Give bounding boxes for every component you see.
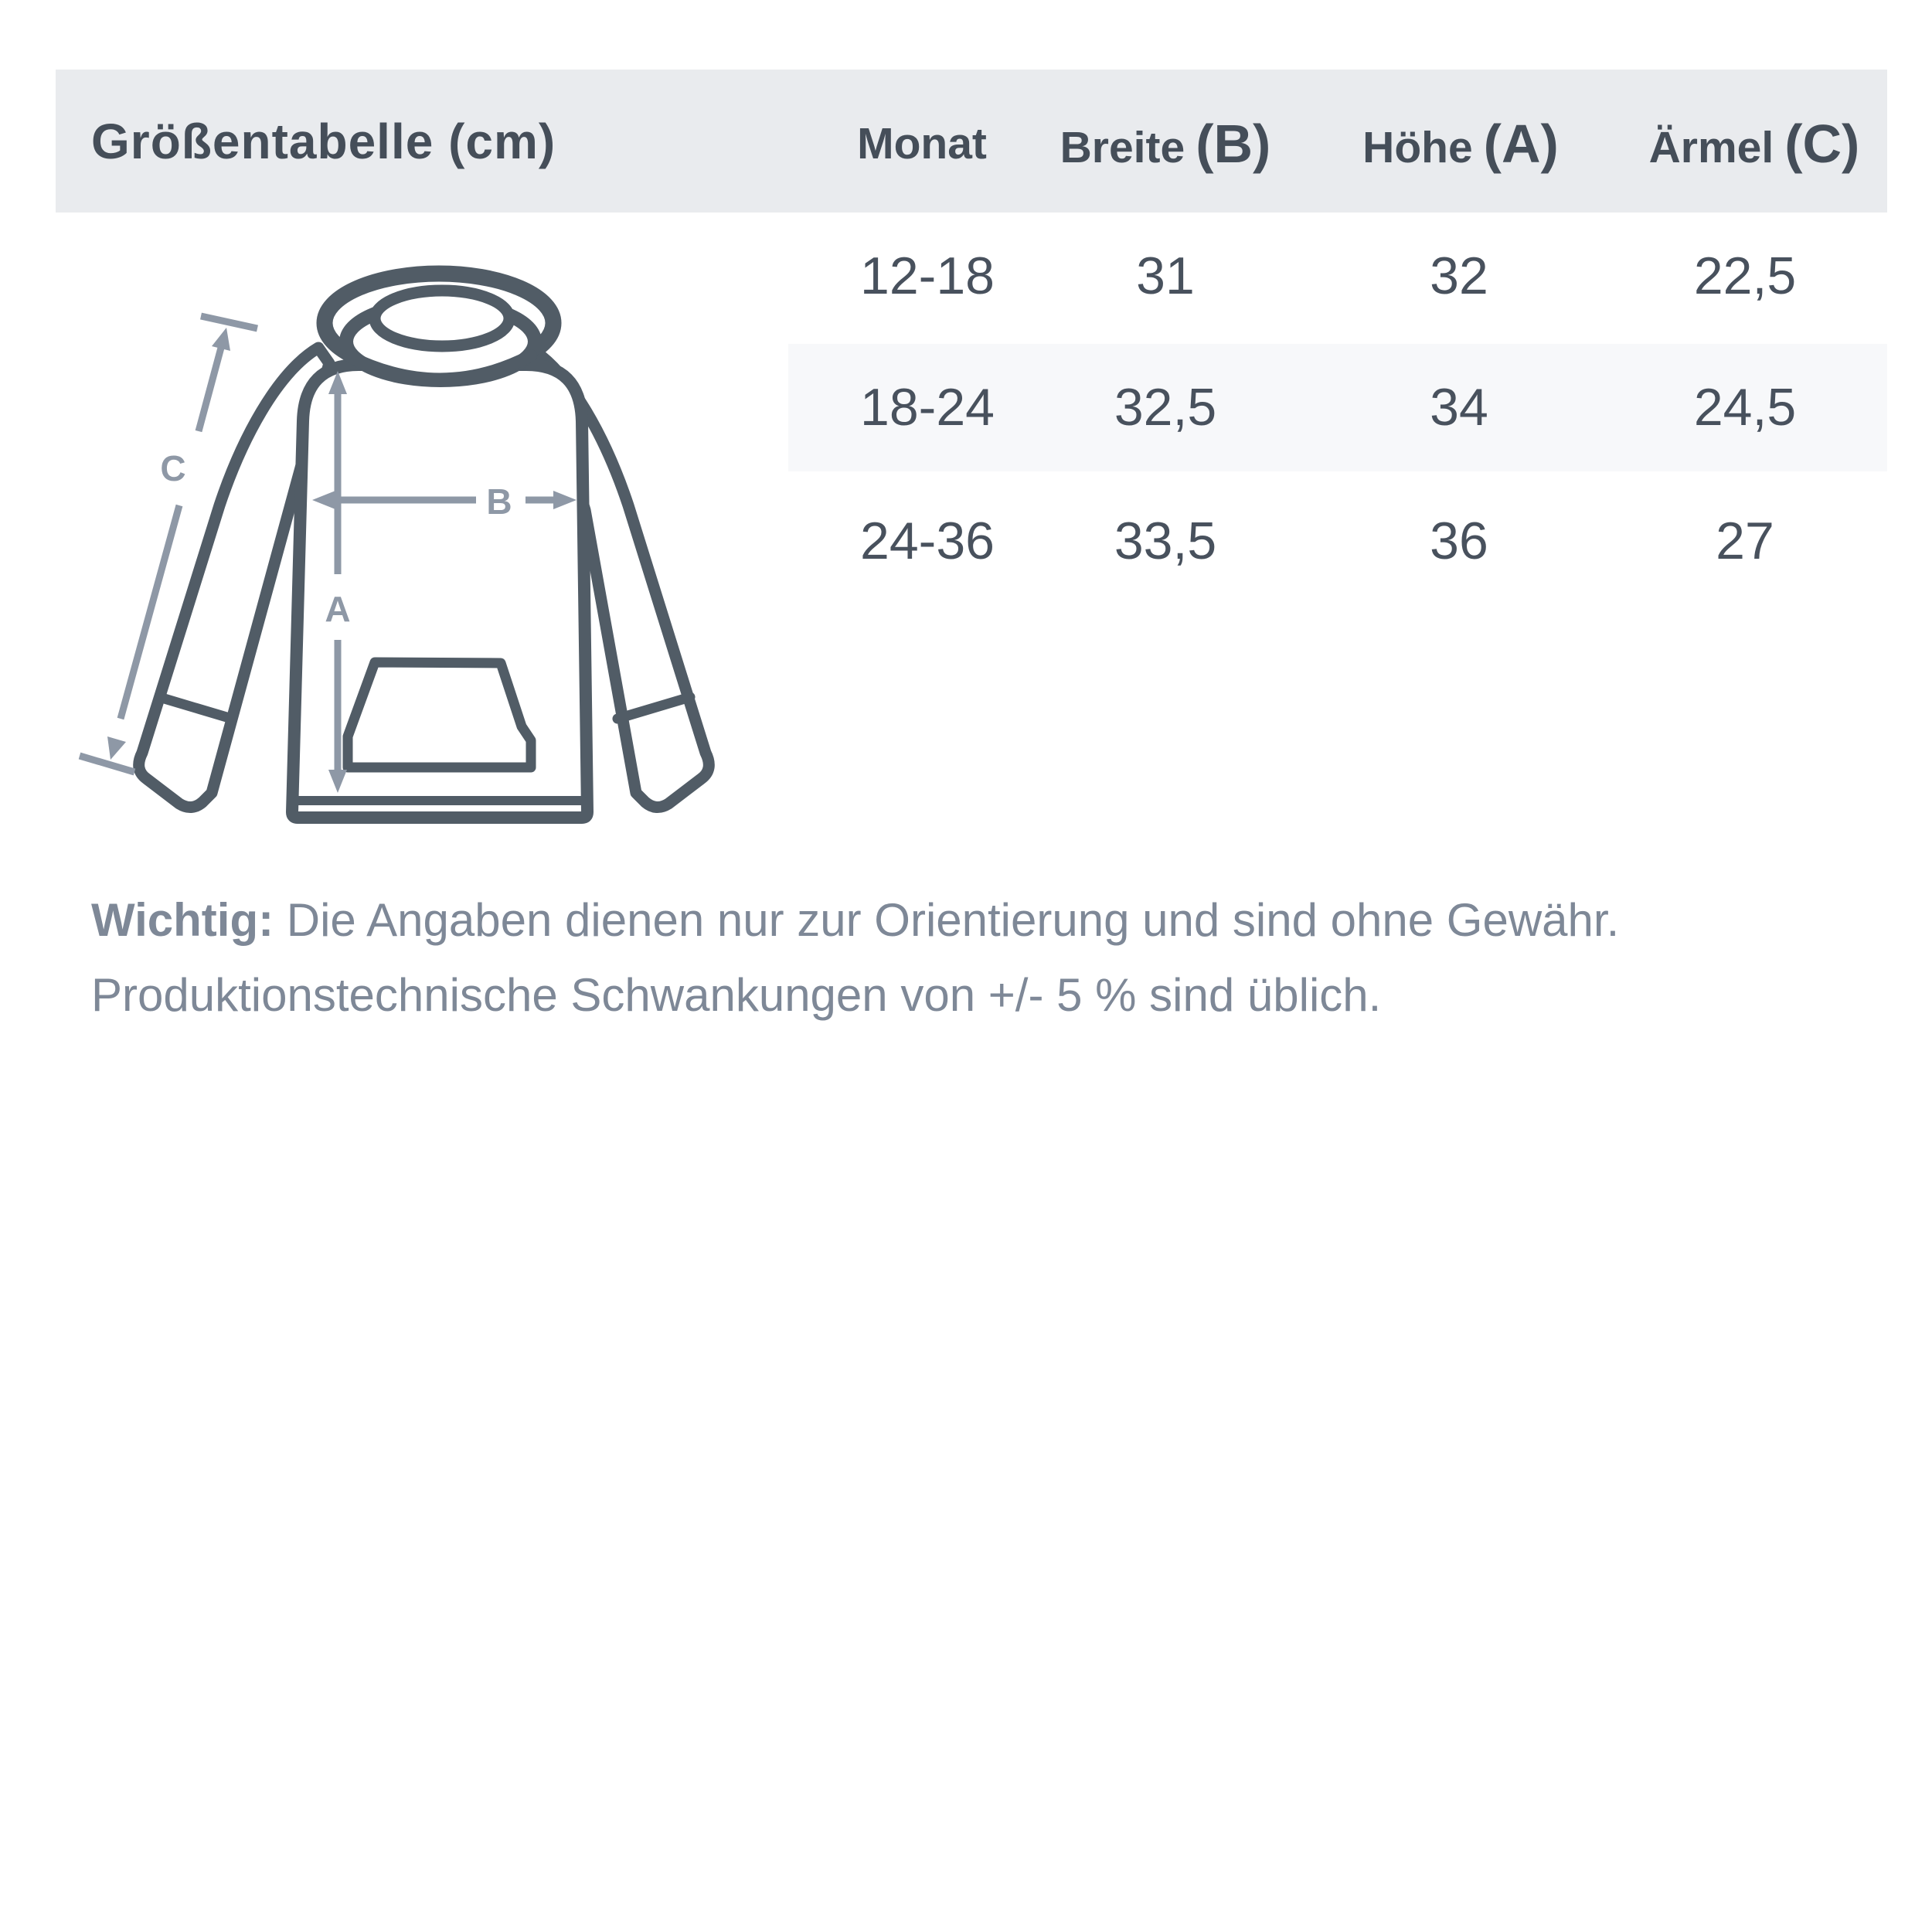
column-header-hoehe xyxy=(1362,113,1559,175)
hoodie-outline-icon xyxy=(139,274,709,818)
column-header-aermel xyxy=(1649,113,1860,175)
cell-sleeve-2: 24,5 xyxy=(1693,378,1797,437)
disclaimer-note xyxy=(91,883,1619,1032)
column-header-letter: (C) xyxy=(1784,114,1860,174)
column-header-breite xyxy=(1060,113,1271,175)
cell-width-2: 32,5 xyxy=(1114,378,1217,437)
column-header-letter: (B) xyxy=(1196,114,1271,174)
measurement-label-b: B xyxy=(486,481,512,522)
cell-width-3: 33,5 xyxy=(1114,512,1217,570)
column-header-word: Monat xyxy=(857,119,987,168)
cell-sleeve-1: 22,5 xyxy=(1693,247,1797,305)
measurement-label-c: C xyxy=(160,448,186,488)
disclaimer-line-1 xyxy=(91,883,1619,957)
column-header-letter: (A) xyxy=(1483,114,1559,174)
cell-height-2: 34 xyxy=(1430,378,1488,437)
column-header-monat xyxy=(857,118,987,169)
cell-width-1: 31 xyxy=(1136,247,1195,305)
column-header-word: Breite xyxy=(1060,123,1185,172)
cell-sleeve-3: 27 xyxy=(1716,512,1774,570)
measurement-label-a: A xyxy=(325,589,351,629)
column-header-word: Höhe xyxy=(1362,123,1473,172)
hoodie-diagram-svg xyxy=(46,255,804,827)
disclaimer-lead: Wichtig: xyxy=(91,894,274,946)
column-header-word: Ärmel xyxy=(1648,123,1774,172)
cell-height-1: 32 xyxy=(1430,247,1488,305)
cell-month-3: 24-36 xyxy=(860,512,995,570)
cell-height-3: 36 xyxy=(1430,512,1488,570)
cell-month-1: 12-18 xyxy=(860,247,995,305)
disclaimer-line-2: Produktionstechnische Schwankungen von +/- 5 % sind üblich. xyxy=(91,969,1382,1021)
page-title: Größentabelle (cm) xyxy=(91,113,556,169)
hoodie-measurement-diagram xyxy=(46,255,804,827)
disclaimer-line-1-text: Die Angaben dienen nur zur Orientierung und sind ohne Gewähr. xyxy=(274,894,1620,946)
cell-month-2: 18-24 xyxy=(860,378,995,437)
